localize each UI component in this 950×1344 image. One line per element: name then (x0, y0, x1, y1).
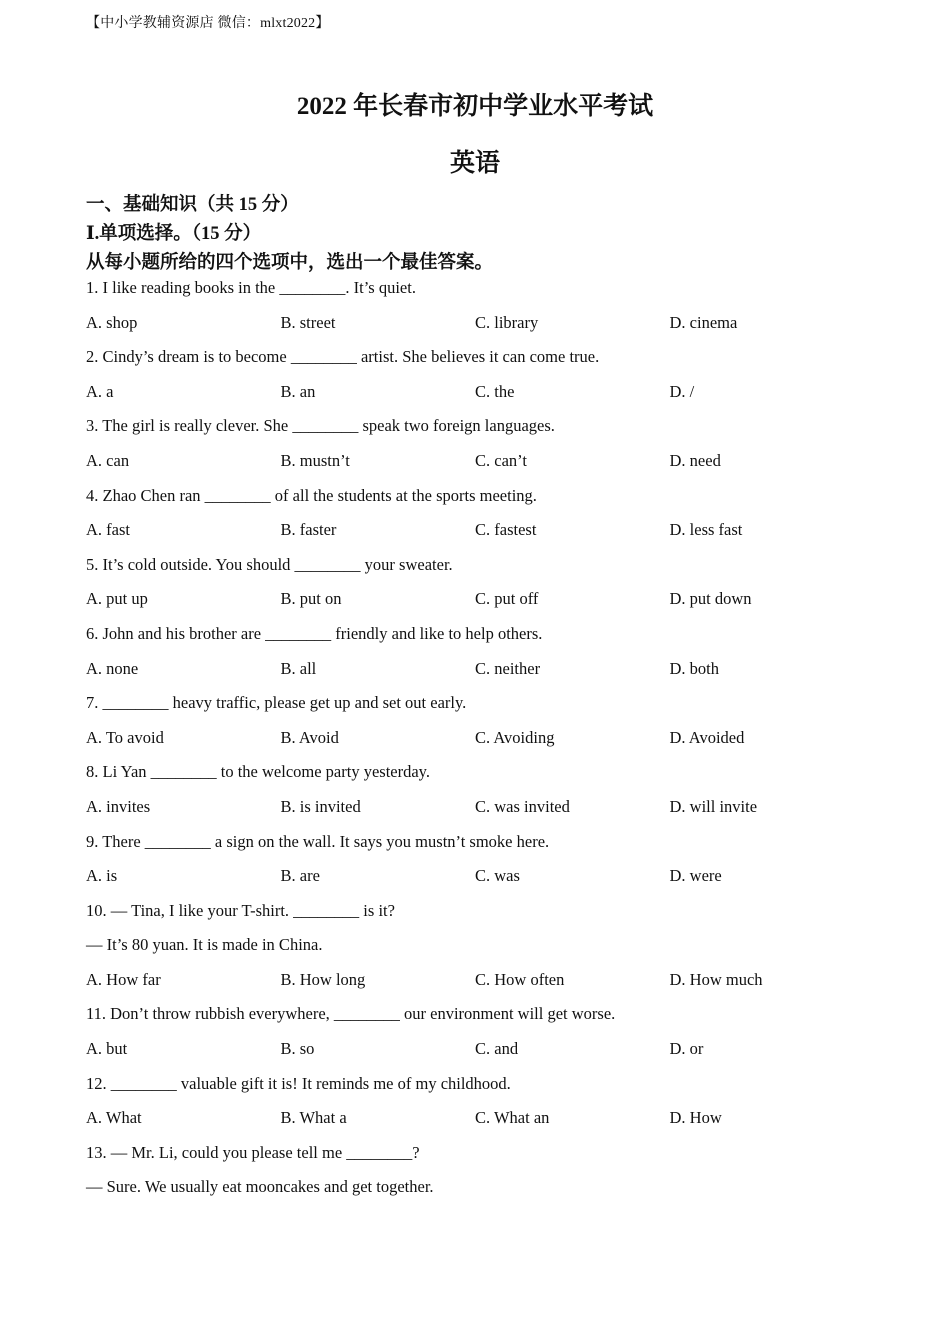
answer-option: A. put up (86, 589, 148, 609)
answer-option: C. was (475, 866, 520, 886)
answer-option: A. invites (86, 796, 151, 816)
question-stem: 3. The girl is really clever. She ________ speak two foreign languages. (86, 416, 555, 436)
answer-option: B. are (280, 866, 320, 886)
answer-option: D. Avoided (669, 727, 745, 747)
answer-option: D. How much (669, 969, 763, 989)
answer-option: C. library (475, 312, 539, 332)
answer-option: C. What an (475, 1108, 550, 1128)
instruction: 从每小题所给的四个选项中，选出一个最佳答案。 (86, 253, 494, 273)
question-stem: 9. There ________ a sign on the wall. It says you mustn’t smoke here. (86, 831, 550, 851)
answer-option: A. but (86, 1039, 128, 1059)
answer-option: A. To avoid (86, 727, 164, 747)
answer-option: D. need (669, 450, 721, 470)
answer-option: D. cinema (669, 312, 738, 332)
answer-option: C. fastest (475, 520, 537, 540)
answer-option: D. / (669, 381, 695, 401)
answer-option: A. can (86, 450, 130, 470)
answer-option: B. faster (280, 520, 337, 540)
question-stem: 4. Zhao Chen ran ________ of all the students at the sports meeting. (86, 485, 537, 505)
answer-option: B. an (280, 381, 316, 401)
option-row (86, 311, 886, 346)
answer-option: B. is invited (280, 796, 361, 816)
subject-title: 英语 (449, 150, 500, 177)
question-stem: 1. I like reading books in the ________. It’s quiet. (86, 278, 416, 297)
answer-option: C. was invited (475, 796, 570, 816)
option-row (86, 518, 886, 553)
answer-option: D. were (669, 866, 722, 886)
option-row (86, 726, 886, 761)
answer-option: A. a (86, 381, 114, 401)
answer-option: C. can’t (475, 450, 527, 470)
section-heading: 一、基础知识（共 15 分） (86, 195, 299, 215)
answer-option: A. is (86, 866, 118, 886)
answer-option: D. will invite (669, 796, 758, 816)
question-stem: 5. It’s cold outside. You should ________ your sweater. (86, 554, 453, 574)
answer-option: D. or (669, 1039, 704, 1059)
answer-option: A. fast (86, 520, 130, 540)
answer-option: D. put down (669, 589, 752, 609)
question-stem: 10. — Tina, I like your T-shirt. ________ is it? (86, 900, 395, 920)
question-dialogue-line: — It’s 80 yuan. It is made in China. (86, 935, 323, 955)
option-row (86, 587, 886, 622)
answer-option: B. all (280, 658, 317, 678)
answer-option: D. both (669, 658, 719, 678)
option-row (86, 380, 886, 415)
question-list (86, 276, 886, 1210)
option-row (86, 449, 886, 484)
question-stem: 7. ________ heavy traffic, please get up and set out early. (86, 693, 467, 713)
answer-option: B. put on (280, 589, 342, 609)
answer-option: B. What a (280, 1108, 347, 1128)
answer-option: B. mustn’t (280, 450, 350, 470)
answer-option: B. How long (280, 969, 366, 989)
option-row (86, 864, 886, 899)
answer-option: C. and (475, 1039, 519, 1059)
answer-option: C. Avoiding (475, 727, 555, 747)
answer-option: C. How often (475, 969, 565, 989)
answer-option: C. the (475, 381, 515, 401)
exam-title: 2022 年长春市初中学业水平考试 (296, 93, 654, 120)
answer-option: B. Avoid (280, 727, 339, 747)
question-dialogue-line: — Sure. We usually eat mooncakes and get together. (86, 1177, 434, 1197)
answer-option: A. What (86, 1108, 142, 1128)
question-stem: 6. John and his brother are ________ friendly and like to help others. (86, 623, 543, 643)
answer-option: A. How far (86, 969, 161, 989)
answer-option: B. so (280, 1039, 315, 1059)
answer-option: D. How (669, 1108, 722, 1128)
option-row (86, 795, 886, 830)
option-row (86, 1106, 886, 1141)
question-stem: 2. Cindy’s dream is to become ________ artist. She believes it can come true. (86, 347, 600, 367)
answer-option: D. less fast (669, 520, 743, 540)
question-stem: 13. — Mr. Li, could you please tell me ________? (86, 1142, 420, 1162)
question-stem: 11. Don’t throw rubbish everywhere, ________ our environment will get worse. (86, 1004, 616, 1024)
option-row (86, 968, 886, 1003)
question-stem: 12. ________ valuable gift it is! It reminds me of my childhood. (86, 1073, 511, 1093)
answer-option: B. street (280, 312, 336, 332)
answer-option: A. shop (86, 312, 138, 332)
answer-option: C. neither (475, 658, 541, 678)
answer-option: A. none (86, 658, 139, 678)
header-watermark: 【中小学教辅资源店 微信：mlxt2022】 (86, 16, 330, 31)
answer-option: C. put off (475, 589, 539, 609)
part-heading: Ⅰ.单项选择。（15 分） (86, 224, 262, 244)
question-stem: 8. Li Yan ________ to the welcome party yesterday. (86, 762, 430, 782)
option-row (86, 1037, 886, 1072)
option-row (86, 657, 886, 692)
